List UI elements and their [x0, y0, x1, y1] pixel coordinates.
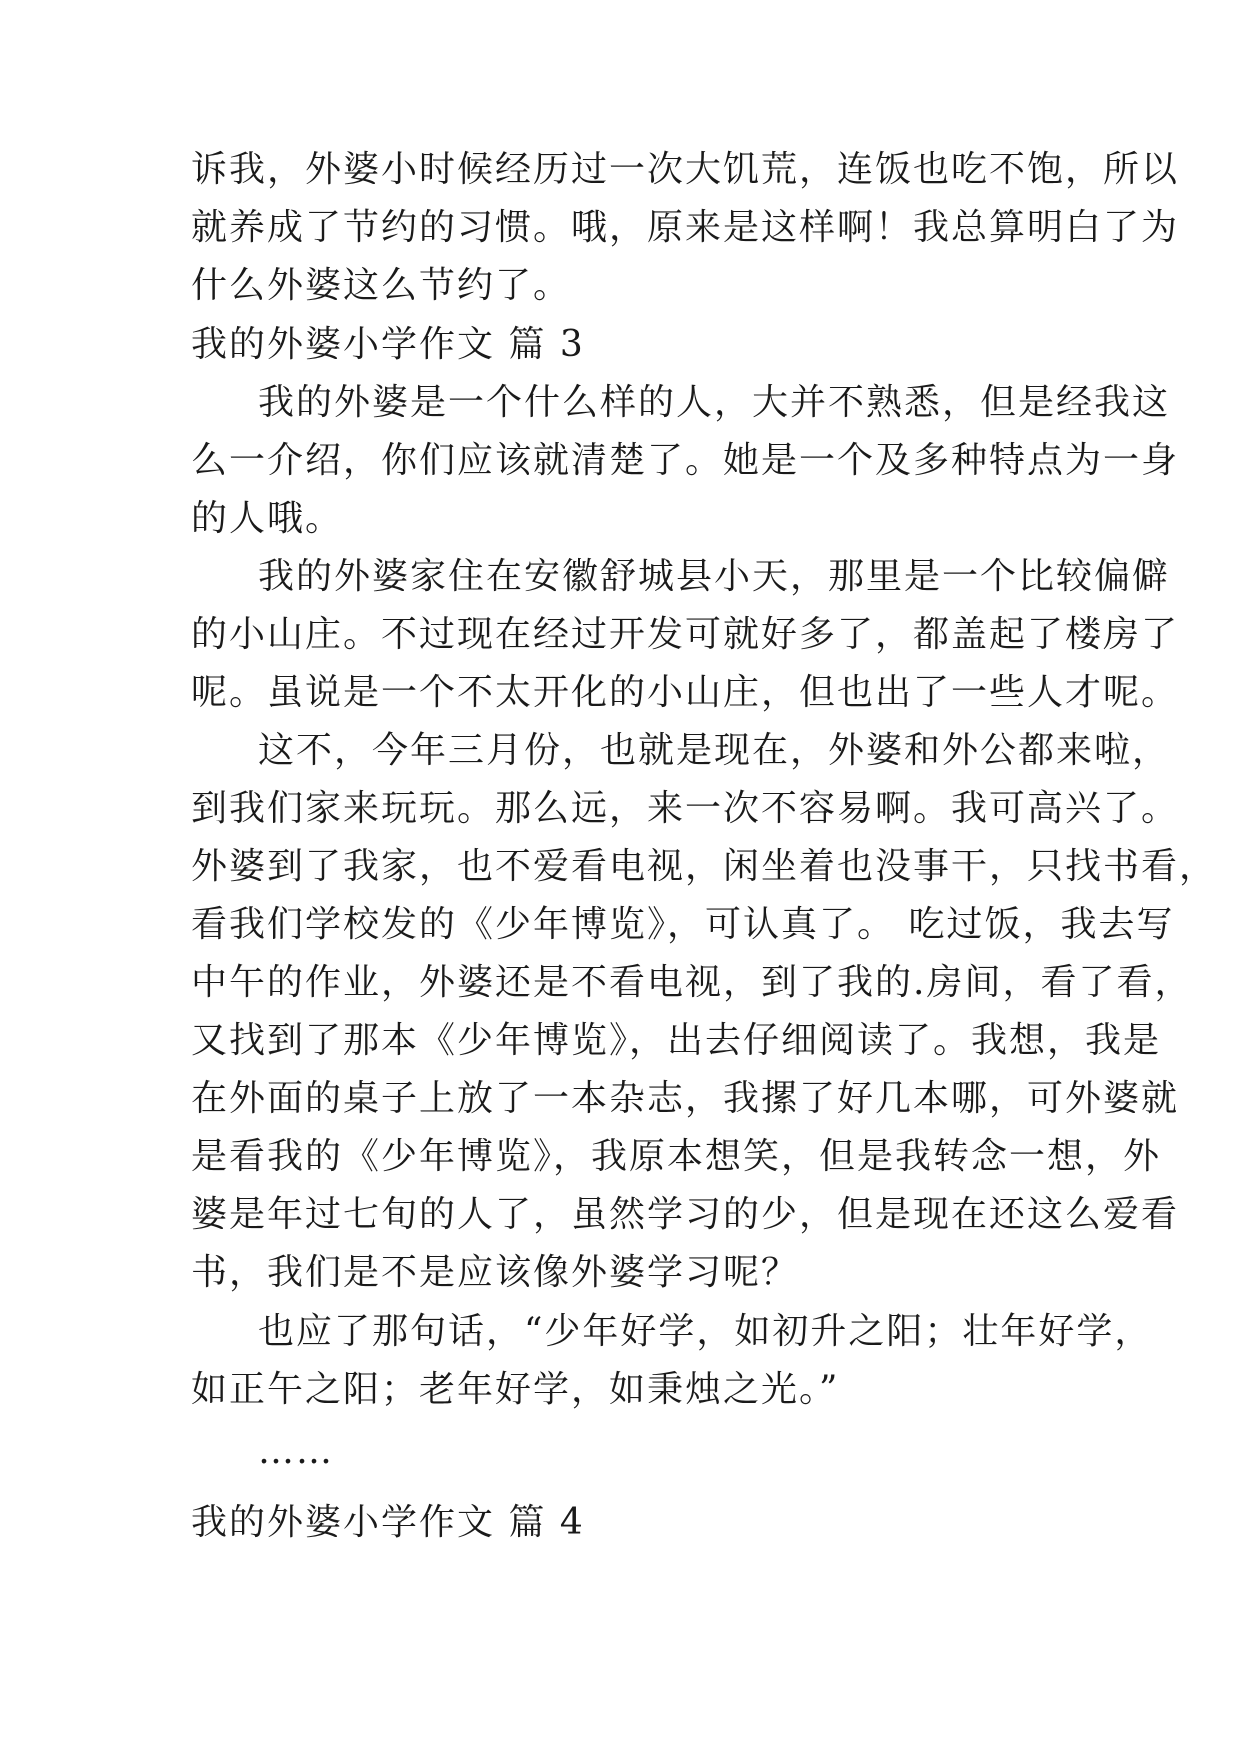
paragraph-line: 是看我的《少年博览》，我原本想笑，但是我转念一想，外	[191, 1136, 1162, 1177]
paragraph-line: 诉我，外婆小时候经历过一次大饥荒，连饭也吃不饱，所以	[191, 149, 1180, 190]
paragraph-line: 什么外婆这么节约了。	[191, 265, 572, 306]
paragraph-line: 外婆到了我家，也不爱看电视，闲坐着也没事干，只找书看，	[191, 846, 1218, 887]
paragraph-line: 的人哦。	[191, 498, 344, 539]
paragraph-line: 呢。虽说是一个不太开化的小山庄，但也出了一些人才呢。	[191, 672, 1180, 713]
section-heading: 我的外婆小学作文 篇 3	[191, 324, 585, 365]
paragraph-line: 看我们学校发的《少年博览》，可认真了。 吃过饭，我去写	[191, 904, 1175, 945]
paragraph-line: 婆是年过七旬的人了，虽然学习的少，但是现在还这么爱看	[191, 1194, 1180, 1235]
section-heading: 我的外婆小学作文 篇 4	[191, 1502, 585, 1543]
paragraph-line: 书，我们是不是应该像外婆学习呢？	[191, 1252, 800, 1293]
paragraph-line: 的小山庄。不过现在经过开发可就好多了，都盖起了楼房了	[191, 614, 1180, 655]
paragraph-line: 到我们家来玩玩。那么远，来一次不容易啊。我可高兴了。	[191, 788, 1180, 829]
paragraph-line: 也应了那句话，“少年好学，如初升之阳；壮年好学，	[258, 1311, 1153, 1352]
paragraph-line: 这不，今年三月份，也就是现在，外婆和外公都来啦，	[258, 730, 1171, 771]
paragraph-line: 么一介绍，你们应该就清楚了。她是一个及多种特点为一身	[191, 440, 1180, 481]
paragraph-line: 我的外婆家住在安徽舒城县小天，那里是一个比较偏僻	[258, 556, 1171, 597]
paragraph-line: 如正午之阳；老年好学，如秉烛之光。”	[191, 1369, 840, 1410]
paragraph-line: 又找到了那本《少年博览》，出去仔细阅读了。我想，我是	[191, 1020, 1162, 1061]
paragraph-line: 中午的作业，外婆还是不看电视，到了我的.房间，看了看，	[191, 962, 1193, 1003]
ellipsis: ……	[258, 1431, 334, 1472]
paragraph-line: 在外面的桌子上放了一本杂志，我摞了好几本哪，可外婆就	[191, 1078, 1180, 1119]
paragraph-line: 我的外婆是一个什么样的人，大并不熟悉，但是经我这	[258, 382, 1171, 423]
paragraph-line: 就养成了节约的习惯。哦，原来是这样啊！我总算明白了为	[191, 207, 1180, 248]
